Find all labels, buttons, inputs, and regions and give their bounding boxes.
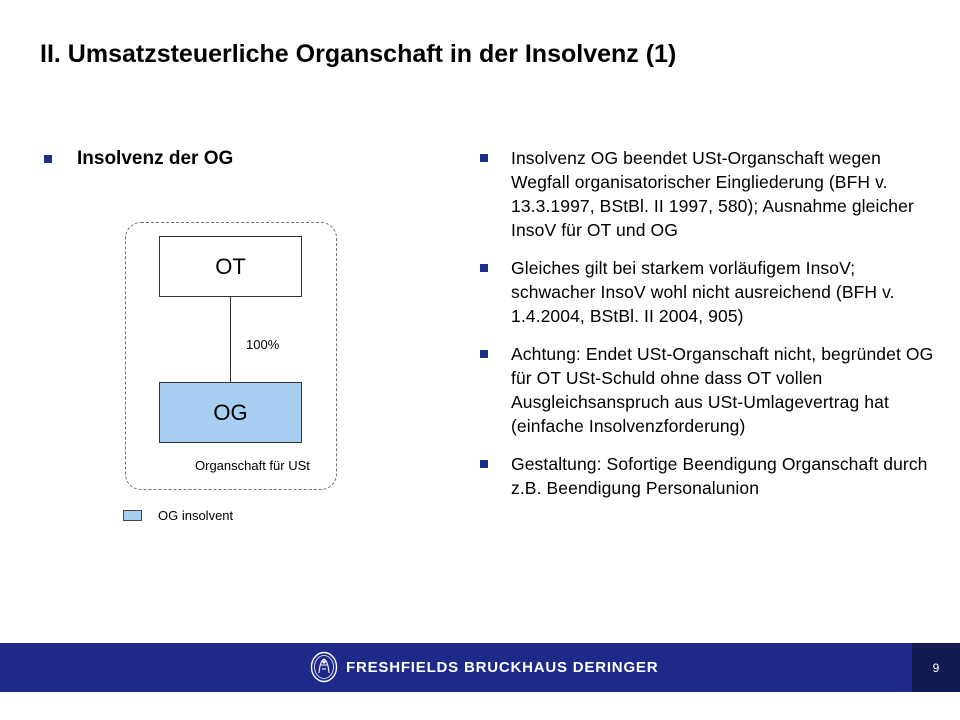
ot-box-label: OT [215, 253, 246, 279]
list-item-text: Achtung: Endet USt-Organschaft nicht, begründet OG für OT USt-Schuld ohne dass OT vollen Ausgleichsanspruch aus USt-Umlagevertrag hat (einfache Insolvenzforderung) [511, 344, 934, 436]
bullet-square-icon [480, 264, 488, 272]
organschaft-group-label: Organschaft für USt [195, 458, 310, 473]
list-item [480, 452, 940, 500]
slide-title: II. Umsatzsteuerliche Organschaft in der Insolvenz (1) [40, 40, 677, 68]
list-item-text: Gleiches gilt bei starkem vorläufigem InsoV; schwacher InsoV wohl nicht ausreichend (BFH v. 1.4.2004, BStBl. II 2004, 905) [511, 258, 895, 326]
freshfields-emblem-icon [310, 651, 338, 683]
list-item [480, 146, 940, 242]
ownership-percentage: 100% [246, 337, 280, 352]
bullet-square-icon [44, 155, 52, 163]
left-heading-item [44, 148, 233, 170]
footer-bar [0, 643, 960, 692]
bullet-square-icon [480, 350, 488, 358]
legend-swatch [123, 510, 142, 521]
legend-label: OG insolvent [158, 508, 234, 523]
brand-logo [310, 651, 658, 683]
list-item [480, 256, 940, 328]
bullet-square-icon [480, 154, 488, 162]
ownership-connector-line [230, 297, 231, 382]
brand-name: FRESHFIELDS BRUCKHAUS DERINGER [346, 658, 659, 676]
list-item-text: Gestaltung: Sofortige Beendigung Organschaft durch z.B. Beendigung Personalunion [511, 454, 928, 498]
ot-box [159, 236, 302, 297]
list-item-text: Insolvenz OG beendet USt-Organschaft wegen Wegfall organisatorischer Eingliederung (BFH v. 13.3.1997, BStBl. II 1997, 580); Ausnahme gleicher InsoV für OT und OG [511, 148, 914, 240]
bullet-square-icon [480, 460, 488, 468]
left-heading: Insolvenz der OG [77, 148, 234, 169]
og-box-label: OG [213, 399, 248, 425]
bullet-list [480, 146, 940, 514]
list-item [480, 342, 940, 438]
page-number: 9 [912, 643, 960, 692]
og-box [159, 382, 302, 443]
